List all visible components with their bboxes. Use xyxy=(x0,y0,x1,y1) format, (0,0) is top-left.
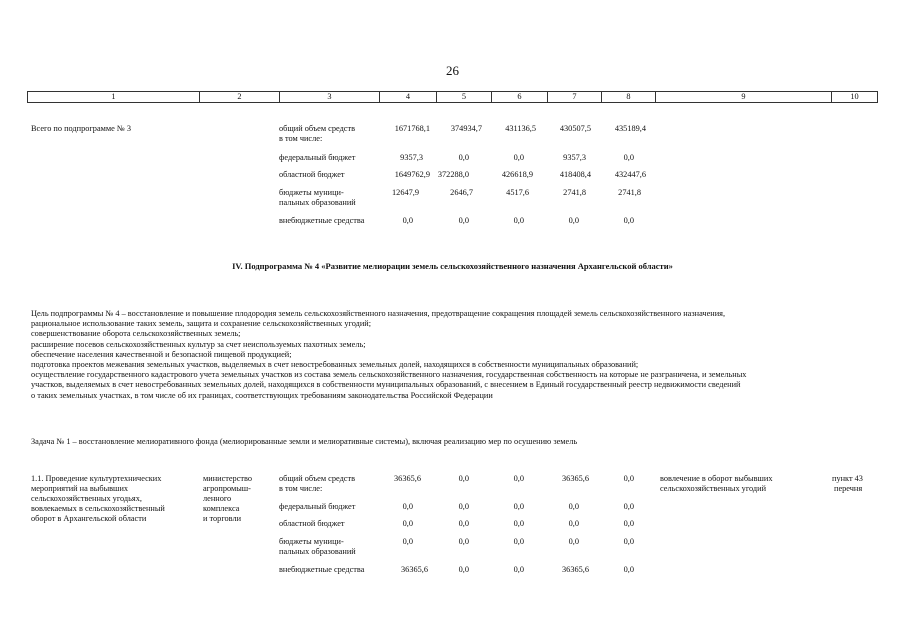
col-header-2: 2 xyxy=(199,92,279,102)
value-col7: 9357,3 xyxy=(563,153,586,162)
col-header-9: 9 xyxy=(655,92,831,102)
col-header-10: 10 xyxy=(831,92,877,102)
value-col8: 0,0 xyxy=(623,537,634,546)
funding-label: бюджеты муници- xyxy=(279,537,344,546)
value-col7: 430507,5 xyxy=(559,124,591,133)
value-col6: 0,0 xyxy=(513,474,524,483)
value-col4: 0,0 xyxy=(402,216,413,225)
value-col8: 0,0 xyxy=(623,519,634,528)
goal-line: о таких земельных участках, в том числе об их границах, соответствующих требованиям законодательства Российской Федерации xyxy=(31,390,493,400)
funding-label: федеральный бюджет xyxy=(279,153,356,162)
funding-label-2: в том числе: xyxy=(279,134,323,143)
value-col5: 374934,7 xyxy=(450,124,482,133)
value-col4: 9357,3 xyxy=(400,153,423,162)
value-col6: 0,0 xyxy=(513,565,524,574)
executor-line: ленного xyxy=(203,494,232,503)
value-col5: 0,0 xyxy=(458,502,469,511)
executor-line: министерство xyxy=(203,474,253,483)
col-header-8: 8 xyxy=(601,92,655,102)
goal-line: подготовка проектов межевания земельных участков, выделяемых в счет невостребованных земельных долей, находящихся в собственности муниципальных образований; xyxy=(31,360,639,370)
funding-label-2: пальных образований xyxy=(279,547,356,556)
value-col6: 426618,9 xyxy=(501,170,533,179)
value-col7: 36365,6 xyxy=(562,474,589,483)
value-col5: 0,0 xyxy=(458,565,469,574)
value-col7: 0,0 xyxy=(568,502,579,511)
column-header-row xyxy=(27,91,878,103)
col-header-6: 6 xyxy=(491,92,547,102)
goal-line: осуществление государственного кадастрового учета земельных участков из состава земель сельскохозяйственного назначения, государственная собственность на которые не разграничена, и земельных xyxy=(31,370,747,380)
funding-label: общий объем средств xyxy=(279,124,356,133)
goal-line: участков, выделяемых в счет невостребованных земельных долей, находящихся в собственности муниципальных образований, с внесением в Единый государственный реестр недвижимости сведений xyxy=(31,380,741,390)
task-1-heading: Задача № 1 – восстановление мелиоративного фонда (мелиорированные земли и мелиоративные системы), включая реализацию мер по осушению земель xyxy=(31,437,578,446)
result-line: сельскохозяйственных угодий xyxy=(660,484,767,493)
value-col7: 0,0 xyxy=(568,537,579,546)
reference-line: пункт 43 xyxy=(832,474,863,483)
value-col6: 0,0 xyxy=(513,502,524,511)
value-col8: 0,0 xyxy=(623,565,634,574)
value-col8: 432447,6 xyxy=(614,170,646,179)
value-col8: 0,0 xyxy=(623,216,634,225)
funding-label: общий объем средств xyxy=(279,474,356,483)
funding-label-2: пальных образований xyxy=(279,198,356,207)
goal-line: рациональное использование таких земель, защита и сохранение сельскохозяйственных угодий; xyxy=(31,319,372,329)
measure-name-line: мероприятий на выбывших xyxy=(31,484,129,493)
col-header-4: 4 xyxy=(379,92,436,102)
value-col4: 0,0 xyxy=(402,537,413,546)
value-col4: 36365,6 xyxy=(401,565,428,574)
value-col7: 0,0 xyxy=(568,216,579,225)
funding-label: федеральный бюджет xyxy=(279,502,356,511)
value-col4: 1649762,9 xyxy=(394,170,430,179)
value-col5: 0,0 xyxy=(458,153,469,162)
value-col4: 36365,6 xyxy=(394,474,421,483)
col-header-3: 3 xyxy=(279,92,379,102)
measure-name-line: 1.1. Проведение культуртехнических xyxy=(31,474,162,483)
value-col8: 0,0 xyxy=(623,153,634,162)
value-col5: 0,0 xyxy=(458,537,469,546)
value-col6: 0,0 xyxy=(513,519,524,528)
executor-line: и торговли xyxy=(203,514,242,523)
funding-label: областной бюджет xyxy=(279,519,345,528)
value-col4: 1671768,1 xyxy=(394,124,430,133)
funding-label: внебюджетные средства xyxy=(279,216,365,225)
value-col5: 372288,0 xyxy=(437,170,469,179)
funding-label: внебюджетные средства xyxy=(279,565,365,574)
value-col6: 0,0 xyxy=(513,216,524,225)
value-col8: 0,0 xyxy=(623,502,634,511)
value-col7: 0,0 xyxy=(568,519,579,528)
col-header-1: 1 xyxy=(111,92,116,101)
goal-line: совершенствование оборота сельскохозяйственных земель; xyxy=(31,329,241,339)
subprogram3-title: Всего по подпрограмме № 3 xyxy=(31,124,132,133)
value-col6: 0,0 xyxy=(513,153,524,162)
section-title: IV. Подпрограмма № 4 «Развитие мелиорации земель сельскохозяйственного назначения Архангельской области» xyxy=(232,261,673,271)
value-col7: 418408,4 xyxy=(559,170,591,179)
value-col4: 12647,9 xyxy=(392,188,419,197)
goal-line: расширение посевов сельскохозяйственных культур за счет неиспользуемых пахотных земель; xyxy=(31,339,366,349)
goal-line: обеспечение населения качественной и безопасной пищевой продукцией; xyxy=(31,349,292,359)
executor-line: комплекса xyxy=(203,504,240,513)
value-col6: 0,0 xyxy=(513,537,524,546)
executor-line: агропромыш- xyxy=(203,484,251,493)
funding-label: бюджеты муници- xyxy=(279,188,344,197)
col-header-5: 5 xyxy=(436,92,491,102)
value-col8: 0,0 xyxy=(623,474,634,483)
value-col6: 431136,5 xyxy=(505,124,536,133)
funding-label-2: в том числе: xyxy=(279,484,323,493)
value-col7: 36365,6 xyxy=(562,565,589,574)
goal-paragraph xyxy=(31,309,876,401)
funding-label: областной бюджет xyxy=(279,170,345,179)
value-col6: 4517,6 xyxy=(506,188,529,197)
value-col5: 0,0 xyxy=(458,519,469,528)
reference-line: перечня xyxy=(834,484,863,493)
measure-name-line: оборот в Архангельской области xyxy=(31,514,147,523)
value-col5: 2646,7 xyxy=(450,188,473,197)
result-line: вовлечение в оборот выбывших xyxy=(660,474,773,483)
value-col4: 0,0 xyxy=(402,502,413,511)
goal-line: Цель подпрограммы № 4 – восстановление и повышение плодородия земель сельскохозяйственного назначения, предотвращение сокращения площадей земель сельскохозяйственного назначения, xyxy=(31,309,726,318)
value-col7: 2741,8 xyxy=(563,188,586,197)
page-number: 26 xyxy=(446,63,459,78)
value-col5: 0,0 xyxy=(458,474,469,483)
value-col4: 0,0 xyxy=(402,519,413,528)
value-col8: 2741,8 xyxy=(618,188,641,197)
measure-name-line: сельскохозяйственных угодьях, xyxy=(31,494,142,503)
col-header-7: 7 xyxy=(547,92,601,102)
measure-name-line: вовлекаемых в сельскохозяйственный xyxy=(31,504,165,513)
value-col5: 0,0 xyxy=(458,216,469,225)
value-col8: 435189,4 xyxy=(614,124,646,133)
